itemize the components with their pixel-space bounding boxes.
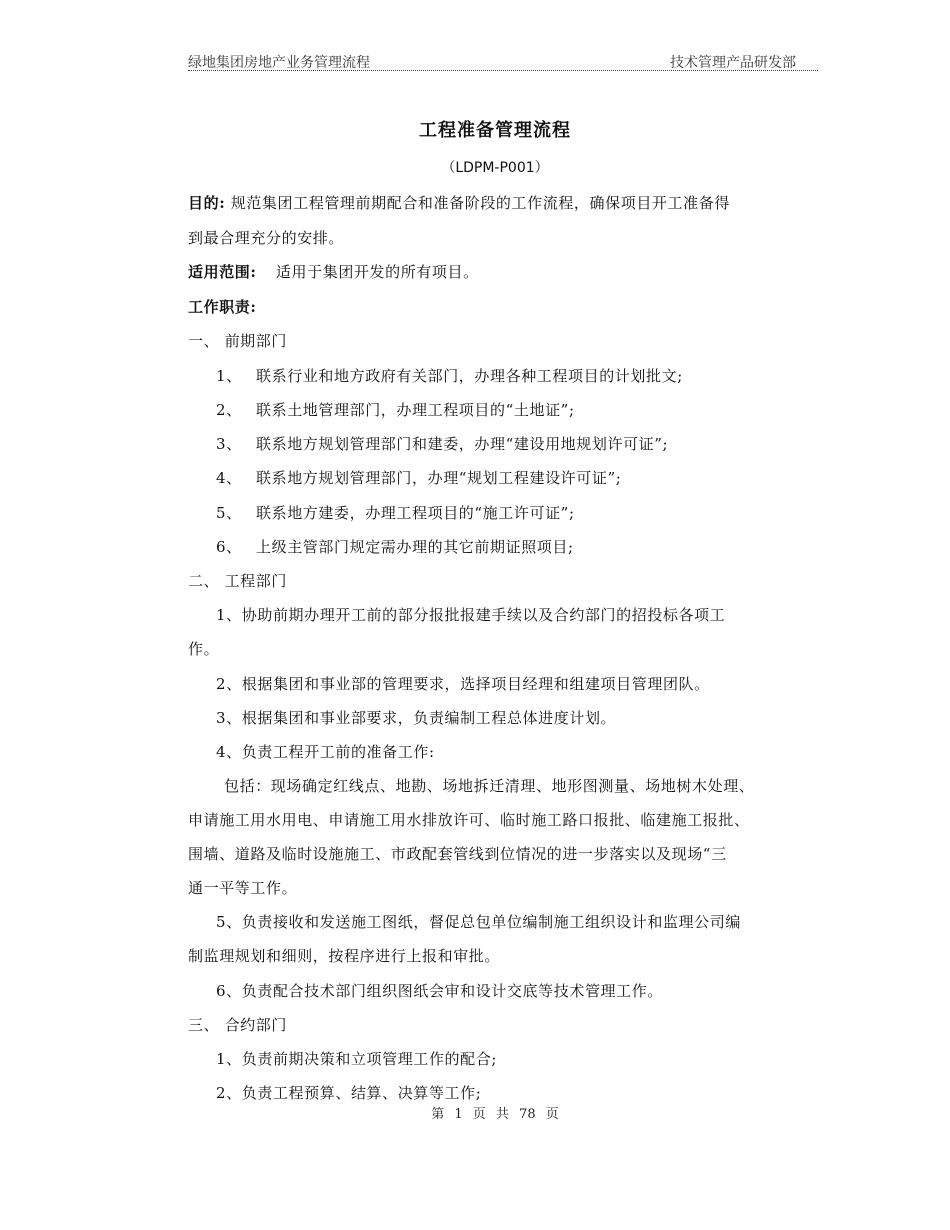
header-left-title: 绿地集团房地产业务管理流程 — [188, 55, 370, 71]
section-1-title: 一、 前期部门 — [188, 332, 287, 350]
item-number: 4、 — [216, 469, 242, 487]
item-number: 3、 — [216, 435, 242, 453]
purpose-line-1 — [188, 192, 730, 213]
section-1-item — [216, 399, 575, 420]
page-number-footer: 第 1 页 共 78 页 — [431, 1107, 559, 1122]
section-2-item-4-detail: 通一平等工作。 — [188, 879, 298, 897]
section-1-item — [216, 502, 575, 523]
section-2-item-2: 2、根据集团和事业部的管理要求，选择项目经理和组建项目管理团队。 — [216, 675, 710, 693]
section-1-item — [216, 433, 668, 454]
section-2-item-1: 1、协助前期办理开工前的部分报批报建手续以及合约部门的招投标各项工 — [216, 606, 726, 624]
duties-label: 工作职责: — [188, 298, 257, 316]
item-number: 1、 — [216, 367, 242, 385]
scope-text: 适用于集团开发的所有项目。 — [275, 263, 479, 281]
section-3-item-2: 2、负责工程预算、结算、决算等工作; — [216, 1084, 482, 1102]
item-number: 6、 — [216, 538, 242, 556]
item-number: 2、 — [216, 401, 242, 419]
page-header — [188, 50, 818, 71]
purpose-text: 规范集团工程管理前期配合和准备阶段的工作流程，确保项目开工准备得 — [230, 194, 730, 212]
document-code: （LDPM-P001） — [441, 160, 549, 176]
section-3-title: 三、 合约部门 — [188, 1016, 287, 1034]
section-2-item-5-continued: 制监理规划和细则，按程序进行上报和审批。 — [188, 947, 501, 965]
scope-line — [188, 261, 479, 282]
purpose-line-2: 到最合理充分的安排。 — [188, 229, 345, 247]
section-2-item-4: 4、负责工程开工前的准备工作: — [216, 743, 435, 761]
item-text: 上级主管部门规定需办理的其它前期证照项目; — [256, 538, 574, 556]
section-2-item-3: 3、根据集团和事业部要求，负责编制工程总体进度计划。 — [216, 709, 617, 727]
section-3-item-1: 1、负责前期决策和立项管理工作的配合; — [216, 1050, 497, 1068]
item-text: 联系土地管理部门，办理工程项目的“土地证”; — [256, 401, 575, 419]
item-text: 联系行业和地方政府有关部门，办理各种工程项目的计划批文; — [256, 367, 683, 385]
section-2-item-4-detail: 申请施工用水用电、申请施工用水排放许可、临时施工路口报批、临建施工报批、 — [188, 811, 750, 829]
item-number: 5、 — [216, 504, 242, 522]
section-2-item-6: 6、负责配合技术部门组织图纸会审和设计交底等技术管理工作。 — [216, 982, 663, 1000]
purpose-label: 目的: — [188, 194, 226, 212]
item-text: 联系地方规划管理部门，办理“规划工程建设许可证”; — [256, 469, 622, 487]
section-1-item — [216, 467, 621, 488]
section-2-item-1-continued: 作。 — [188, 640, 220, 658]
item-text: 联系地方建委，办理工程项目的“施工许可证”; — [256, 504, 575, 522]
document-title: 工程准备管理流程 — [419, 120, 571, 141]
section-2-item-5: 5、负责接收和发送施工图纸，督促总包单位编制施工组织设计和监理公司编 — [216, 913, 741, 931]
section-1-item — [216, 536, 574, 557]
section-1-item — [216, 365, 683, 386]
item-text: 联系地方规划管理部门和建委，办理“建设用地规划许可证”; — [256, 435, 669, 453]
section-2-item-4-detail: 包括：现场确定红线点、地勘、场地拆迁清理、地形图测量、场地树木处理、 — [224, 777, 755, 795]
scope-label: 适用范围: — [188, 263, 257, 281]
section-2-item-4-detail: 围墙、道路及临时设施施工、市政配套管线到位情况的进一步落实以及现场“三 — [188, 845, 727, 863]
section-2-title: 二、 工程部门 — [188, 572, 287, 590]
header-right-department: 技术管理产品研发部 — [670, 55, 796, 71]
